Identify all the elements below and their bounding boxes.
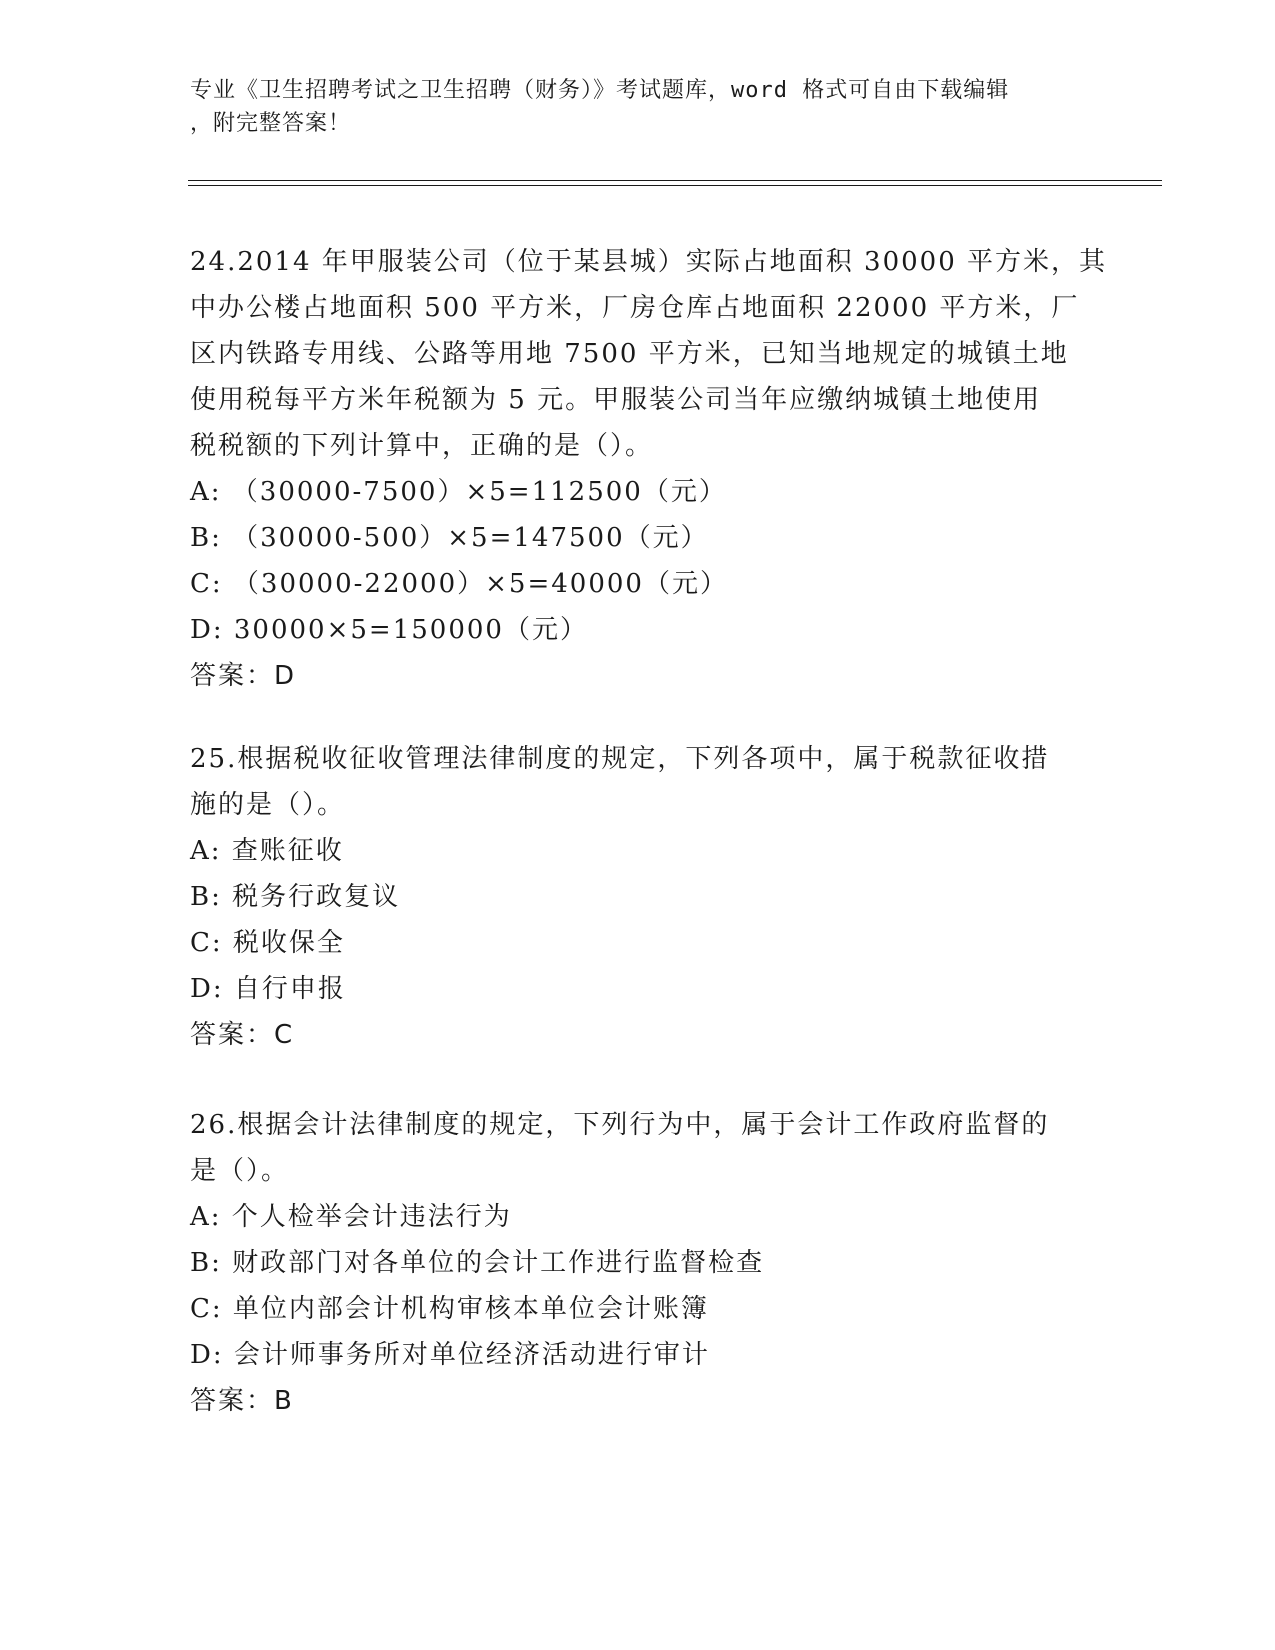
question-25 [190,736,1090,1058]
question-stem-line: 税税额的下列计算中，正确的是（）。 [190,431,654,461]
question-26 [190,1102,1090,1424]
header-line-2: ，附完整答案！ [190,111,352,136]
option-b: B: 税务行政复议 [190,882,401,912]
option-b: B: （30000-500）×5=147500（元） [190,523,709,553]
option-d: D: 自行申报 [190,974,346,1004]
question-stem-line: 区内铁路专用线、公路等用地 7500 平方米，已知当地规定的城镇土地 [190,339,1069,369]
header-divider-bottom [188,185,1162,186]
option-c: C: 税收保全 [190,928,345,958]
header-line-1: 专业《卫生招聘考试之卫生招聘（财务）》考试题库，word 格式可自由下载编辑 [190,78,1010,103]
option-a: A: 个人检举会计违法行为 [190,1202,512,1232]
option-a: A: （30000-7500）×5=112500（元） [190,477,727,507]
answer-label: 答案：C [190,1020,295,1050]
answer-label: 答案：D [190,661,297,691]
option-d: D: 会计师事务所对单位经济活动进行审计 [190,1340,710,1370]
question-stem-line: 26.根据会计法律制度的规定，下列行为中，属于会计工作政府监督的 [190,1110,1050,1140]
option-a: A: 查账征收 [190,836,344,866]
option-c: C: （30000-22000）×5=40000（元） [190,569,728,599]
header-divider-top [188,180,1162,181]
option-c: C: 单位内部会计机构审核本单位会计账簿 [190,1294,709,1324]
question-stem-line: 中办公楼占地面积 500 平方米，厂房仓库占地面积 22000 平方米，厂 [190,293,1080,323]
question-stem-line: 24.2014 年甲服装公司（位于某县城）实际占地面积 30000 平方米，其 [190,247,1108,277]
question-24 [190,239,1108,699]
question-stem-line: 使用税每平方米年税额为 5 元。甲服装公司当年应缴纳城镇土地使用 [190,385,1042,415]
answer-label: 答案：B [190,1386,294,1416]
page-header [190,74,1070,140]
question-stem-line: 施的是（）。 [190,790,346,820]
option-d: D: 30000×5=150000（元） [190,615,588,645]
question-stem-line: 25.根据税收征收管理法律制度的规定，下列各项中，属于税款征收措 [190,744,1050,774]
option-b: B: 财政部门对各单位的会计工作进行监督检查 [190,1248,765,1278]
question-stem-line: 是（）。 [190,1156,290,1186]
